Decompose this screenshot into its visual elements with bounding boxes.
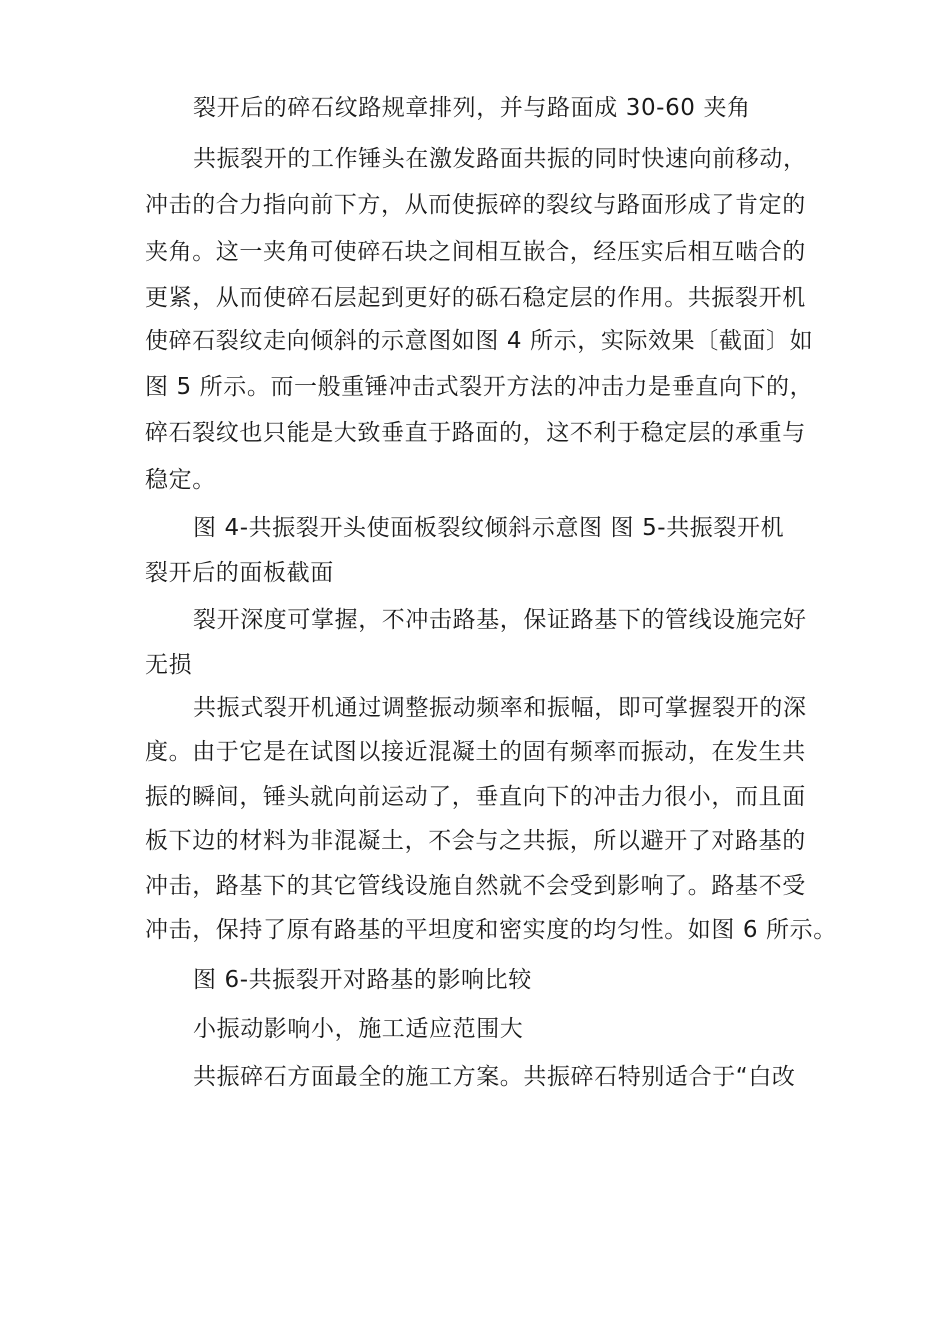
heading-line: 小振动影响小，施工适应范围大 bbox=[193, 1016, 524, 1042]
heading-line: 无损 bbox=[145, 652, 193, 678]
paragraph-line: 冲击，路基下的其它管线设施自然就不会受到影响了。路基不受 bbox=[145, 873, 806, 899]
paragraph-line: 板下边的材料为非混凝土，不会与之共振，所以避开了对路基的 bbox=[145, 828, 806, 854]
paragraph-line: 共振式裂开机通过调整振动频率和振幅，即可掌握裂开的深 bbox=[193, 695, 807, 721]
caption-line: 图 6-共振裂开对路基的影响比较 bbox=[193, 967, 532, 993]
paragraph-line: 使碎石裂纹走向倾斜的示意图如图 4 所示，实际效果〔截面〕如 bbox=[145, 328, 814, 354]
paragraph-line: 度。由于它是在试图以接近混凝土的固有频率而振动，在发生共 bbox=[145, 739, 806, 765]
paragraph-line: 共振裂开的工作锤头在激发路面共振的同时快速向前移动， bbox=[193, 146, 807, 172]
paragraph-line: 振的瞬间，锤头就向前运动了，垂直向下的冲击力很小，而且面 bbox=[145, 784, 806, 810]
paragraph-line: 图 5 所示。而一般重锤冲击式裂开方法的冲击力是垂直向下的， bbox=[145, 374, 814, 400]
paragraph-line: 夹角。这一夹角可使碎石块之间相互嵌合，经压实后相互啮合的 bbox=[145, 239, 806, 265]
paragraph-line: 冲击，保持了原有路基的平坦度和密实度的均匀性。如图 6 所示。 bbox=[145, 917, 837, 943]
paragraph-line: 碎石裂纹也只能是大致垂直于路面的，这不利于稳定层的承重与 bbox=[145, 420, 806, 446]
caption-line: 裂开后的面板截面 bbox=[145, 560, 334, 586]
paragraph-line: 共振碎石方面最全的施工方案。共振碎石特别适合于“白改 bbox=[193, 1064, 796, 1090]
heading-line: 裂开后的碎石纹路规章排列，并与路面成 30-60 夹角 bbox=[193, 95, 751, 121]
caption-line: 图 4-共振裂开头使面板裂纹倾斜示意图 图 5-共振裂开机 bbox=[193, 515, 785, 541]
paragraph-line: 冲击的合力指向前下方，从而使振碎的裂纹与路面形成了肯定的 bbox=[145, 192, 806, 218]
paragraph-line: 更紧，从而使碎石层起到更好的砾石稳定层的作用。共振裂开机 bbox=[145, 285, 806, 311]
paragraph-line: 稳定。 bbox=[145, 467, 216, 493]
heading-line: 裂开深度可掌握，不冲击路基，保证路基下的管线设施完好 bbox=[193, 607, 807, 633]
